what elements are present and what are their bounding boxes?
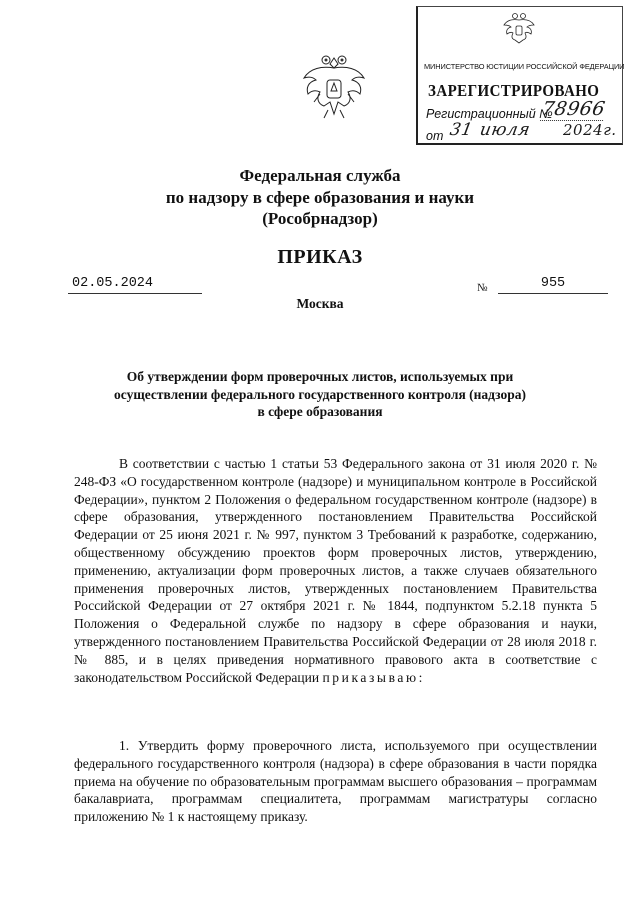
stamp-emblem-icon: [502, 11, 536, 47]
org-line-3: (Рособрнадзор): [262, 209, 378, 228]
preamble-text: В соответствии с частью 1 статьи 53 Федерального закона от 31 июля 2020 г. № 248-ФЗ «О государственном контроле (надзоре) и муниципальном контроле в Российской Федерации», пунктом 2 Положения о федеральном государственном контроле (надзоре) в сфере образования, утвержденного постановлением Правительства Российской Федерации от 25 июня 2021 г. № 997, пунктом 3 Требований к разработке, содержанию, общественному обсуждению проектов форм проверочных листов, утверждению, применению, актуализации форм проверочных листов, а также случаев обязательного применения проверочных листов, утвержденных постановлением Правительства Российской Федерации от 27 октября 2021 г. № 1844, подпунктом 5.2.18 пункта 5 Положения о Федеральной службе по надзору в сфере образования и науки, утвержденного постановлением Правительства Российской Федерации от 28 июля 2018 г. № 885, и в целях приведения нормативного правового акта в соответствие с законодательством Российской Федерации: [74, 456, 597, 685]
stamp-ministry: МИНИСТЕРСТВО ЮСТИЦИИ РОССИЙСКОЙ ФЕДЕРАЦИИ: [424, 62, 625, 71]
stamp-date-year: [563, 121, 617, 139]
stamp-reg-label: Регистрационный №: [426, 107, 553, 121]
document-type: ПРИКАЗ: [277, 246, 363, 268]
stamp-date-month: июля: [478, 120, 532, 140]
order-word: приказываю:: [322, 669, 426, 685]
subject-line-3: в сфере образования: [257, 404, 383, 419]
org-line-2: по надзору в сфере образования и науки: [165, 187, 475, 207]
subject-line-1: Об утверждении форм проверочных листов, используемых при: [126, 369, 514, 384]
city: Москва: [296, 296, 344, 311]
clause-1-paragraph: 1. Утвердить форму проверочного листа, используемого при осуществлении федерального государственного контроля (надзора) в сфере образования в части порядка приема на обучение по образовательным программам высшего образования – программам бакалавриата, программам специалитета, программам магистратуры согласно приложению № 1 к настоящему приказу.: [74, 738, 597, 825]
preamble-paragraph: [74, 455, 597, 686]
stamp-title: ЗАРЕГИСТРИРОВАНО: [428, 81, 600, 100]
number-sign: №: [477, 282, 488, 294]
stamp-date-day: 31: [448, 120, 475, 140]
stamp-year-suffix: г.: [603, 121, 617, 139]
document-date: 02.05.2024: [68, 277, 202, 294]
stamp-year-value: 2024: [563, 121, 604, 139]
document-subject: [0, 368, 640, 421]
document-number: 955: [498, 277, 608, 294]
org-line-1: Федеральная служба: [239, 166, 401, 185]
organization-name: [0, 165, 640, 230]
stamp-reg-number: 78966: [540, 98, 607, 120]
registration-stamp: [416, 6, 623, 145]
subject-line-2: осуществлении федерального государственного контроля (надзора): [114, 386, 526, 402]
state-emblem-icon: [300, 50, 368, 122]
stamp-date-prefix: от: [426, 129, 444, 143]
